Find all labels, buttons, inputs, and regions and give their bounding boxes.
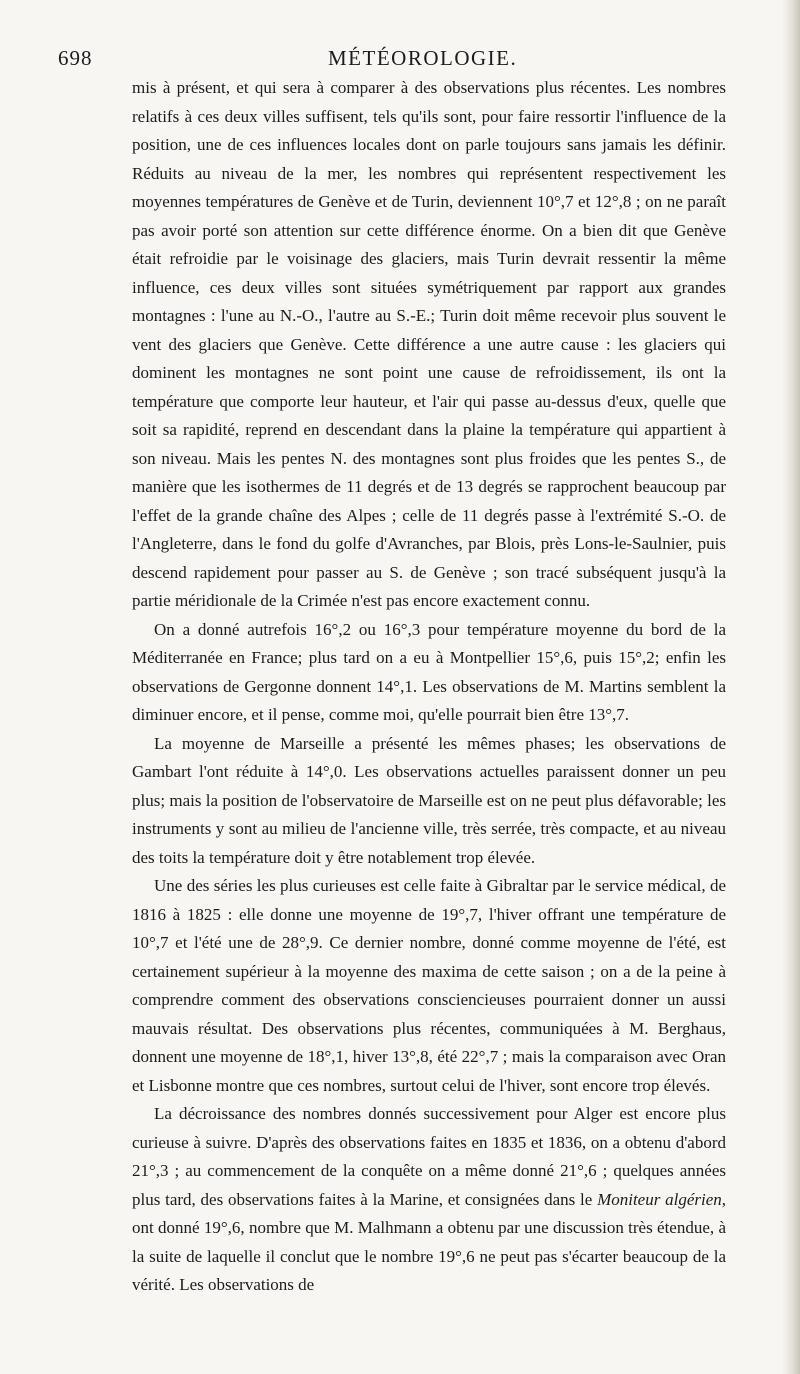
paragraph-1: mis à présent, et qui sera à comparer à des observations plus récentes. Les nombres relatifs à ces deux villes suffisent, tels qu'ils sont, pour faire ressortir l'influence de la position, une de ces influences locales dont on parle toujours sans jamais les définir. Réduits au niveau de la mer, les nombres qui représentent respectivement les moyennes températures de Genève et de Turin, deviennent 10°,7 et 12°,8 ; on ne paraît pas avoir porté son attention sur cette différence énorme. On a bien dit que Genève était refroidie par le voisinage des glaciers, mais Turin devrait ressentir la même influence, ces deux villes sont situées symétriquement par rapport aux grandes montagnes : l'une au N.-O., l'autre au S.-E.; Turin doit même recevoir plus souvent le vent des glaciers que Genève. Cette différence a une autre cause : les glaciers qui dominent les montagnes ne sont point une cause de refroidissement, ils ont la température que comporte leur hauteur, et l'air qui passe au-dessus d'eux, quelle que soit sa rapidité, reprend en descendant dans la plaine la température qui appartient à son niveau. Mais les pentes N. des montagnes sont plus froides que les pentes S., de manière que les isothermes de 11 degrés et de 13 degrés se rapprochent beaucoup par l'effet de la grande chaîne des Alpes ; celle de 11 degrés passe à l'extrémité S.-O. de l'Angleterre, dans le fond du golfe d'Avranches, par Blois, près Lons-le-Saulnier, puis descend rapidement pour passer au S. de Genève ; son tracé subséquent jusqu'à la partie méridionale de la Crimée n'est pas encore exactement connu. <box>132 78 726 610</box>
paragraph-3: La moyenne de Marseille a présenté les mêmes phases; les observations de Gambart l'ont réduite à 14°,0. Les observations actuelles paraissent donner un peu plus; mais la position de l'observatoire de Marseille est on ne peut plus défavorable; les instruments y sont au milieu de l'ancienne ville, très serrée, très compacte, et au niveau des toits la température doit y être notablement trop élevée. <box>132 733 726 867</box>
newspaper-title: Moniteur algérien <box>597 1189 722 1209</box>
paragraph-5 <box>132 1100 726 1300</box>
running-head <box>58 40 726 74</box>
body-text <box>132 74 726 1300</box>
page-edge-shadow <box>782 0 800 1374</box>
page-title: MÉTÉOROLOGIE. <box>328 46 518 70</box>
page-number: 698 <box>58 46 93 70</box>
paragraph-5-text-end: , ont donné 19°,6, nombre que M. Malhmann a obtenu par une discussion très étendue, à la suite de laquelle il conclut que le nombre 19°,6 ne peut pas s'écarter beaucoup de la vérité. Les observations de <box>132 1189 726 1294</box>
paragraph-5-text-start: La décroissance des nombres donnés successivement pour Alger est encore plus curieuse à suivre. D'après des observations faites en 1835 et 1836, on a obtenu d'abord 21°,3 ; au commencement de la conquête on a même donné 21°,6 ; quelques années plus tard, des observations faites à la Marine, et consignées dans le <box>132 1104 726 1209</box>
paragraph-2: On a donné autrefois 16°,2 ou 16°,3 pour température moyenne du bord de la Méditerranée en France; plus tard on a eu à Montpellier 15°,6, puis 15°,2; enfin les observations de Gergonne donnent 14°,1. Les observations de M. Martins semblent la diminuer encore, et il pense, comme moi, qu'elle pourrait bien être 13°,7. <box>132 619 726 724</box>
paragraph-4: Une des séries les plus curieuses est celle faite à Gibraltar par le service médical, de 1816 à 1825 : elle donne une moyenne de 19°,7, l'hiver offrant une température de 10°,7 et l'été une de 28°,9. Ce dernier nombre, donné comme moyenne de l'été, est certainement supérieur à la moyenne des maxima de cette saison ; on a de la peine à comprendre comment des observations consciencieuses pourraient donner un aussi mauvais résultat. Des observations plus récentes, communiquées à M. Berghaus, donnent une moyenne de 18°,1, hiver 13°,8, été 22°,7 ; mais la comparaison avec Oran et Lisbonne montre que ces nombres, surtout celui de l'hiver, sont encore trop élevés. <box>132 876 726 1095</box>
